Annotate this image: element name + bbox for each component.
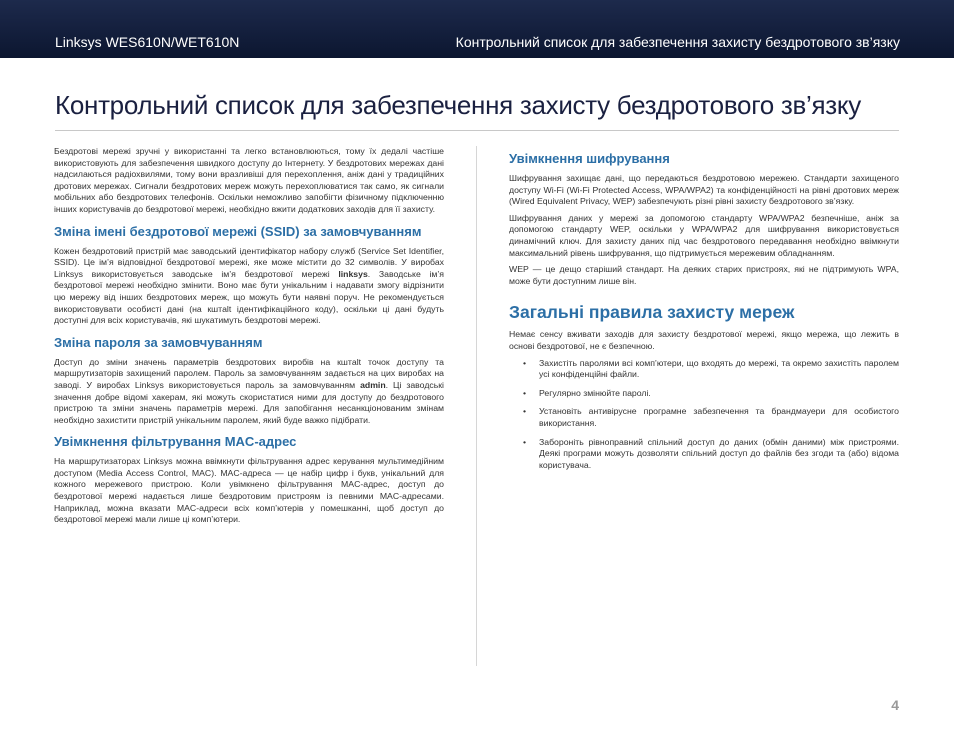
encryption-paragraph-2: Шифрування даних у мережі за допомогою стандарту WPA/WPA2 безпечніше, аніж за допомогою стандарту WEP, оскільки у WPA/WPA2 для шифрування використовується динамічний ключ. Для захисту даних під час бездротового передавання необхідно ввімкнути максимальний рівень шифрування, що підтримується мережевим обладнанням. xyxy=(509,212,899,258)
encryption-paragraph-3: WEP — це дещо старіший стандарт. На деяких старих пристроях, які не підтримують WPA, може бути доступним лише він. xyxy=(509,264,899,286)
list-item xyxy=(509,406,899,429)
general-rules-heading: Загальні правила захисту мереж xyxy=(509,302,795,323)
list-item-text: Захистіть паролями всі комп’ютери, що входять до мережі, та окремо захистіть паролем усі конфіденційні файли. xyxy=(539,357,899,380)
ssid-heading: Зміна імені бездротової мережі (SSID) за замовчуванням xyxy=(54,223,422,239)
list-item-text: Регулярно змінюйте паролі. xyxy=(539,387,651,398)
header-section-title: Контрольний список для забезпечення захисту бездротового зв’язку xyxy=(455,34,900,50)
header-product-name: Linksys WES610N/WET610N xyxy=(55,34,240,50)
bullet-icon: • xyxy=(523,387,527,398)
page-title: Контрольний список для забезпечення захисту бездротового зв’язку xyxy=(55,90,861,120)
mac-filtering-paragraph: На маршрутизаторах Linksys можна ввімкнути фільтрування адрес керування мультимедійним доступом (Media Access Control, MAC). MAC-адреса — це набір цифр і букв, унікальний для кожного мережевого пристрою. Коли увімкнено фільтрування MAC-адрес, доступ до бездротової мережі надається лише бездротовим пристроям із певними MAC-адресами. Наприклад, можна вказати MAC-адреси всіх комп’ютерів у помешканні, щоб доступ до бездротової мережі мали лише ці комп’ютери. xyxy=(54,456,444,525)
title-divider xyxy=(55,130,899,131)
ssid-default-name: linksys xyxy=(338,268,368,279)
bullet-icon: • xyxy=(523,436,527,447)
password-default-value: admin xyxy=(360,379,386,390)
mac-filtering-heading: Увімкнення фільтрування MAC-адрес xyxy=(54,434,297,450)
password-text-start: Доступ до зміни значень параметрів бездротових виробів на кштalt точок доступу та маршрутизаторів захищений паролем. Пароль за замовчуванням задається на цих виробах на заводі. У виробах Linksys використовується пароль за замовчуванням xyxy=(54,356,444,390)
list-item xyxy=(509,358,899,381)
page-header xyxy=(0,0,954,58)
bullet-icon: • xyxy=(523,406,527,417)
ssid-text-end: . Заводське ім’я бездротової мережі необхідно змінити. Воно має бути унікальним і надавати змогу відрізнити цю мережу від інших бездротових мереж, що можуть бути наявні поруч. Не рекомендується використовувати особисті дані (на кштalt ідентифікаційного коду), оскільки ці дані будуть доступні для всіх користувачів, які шукатимуть бездротові мережі. xyxy=(54,268,445,326)
general-rules-list xyxy=(509,358,899,472)
ssid-paragraph xyxy=(54,246,444,327)
general-rules-intro: Немає сенсу вживати заходів для захисту бездротової мережі, якщо мережа, що лежить в основі бездротової, не є безпечною. xyxy=(509,329,899,351)
list-item xyxy=(509,437,899,472)
right-column xyxy=(509,146,899,478)
list-item-text: Забороніть рівноправний спільний доступ до даних (обмін даними) між пристроями. Деякі програми можуть дозволяти спільний доступ до файлів без згоди та (або) відома користувача. xyxy=(539,436,899,470)
encryption-paragraph-1: Шифрування захищає дані, що передаються бездротовою мережею. Стандарти захищеного доступу Wi-Fi (Wi-Fi Protected Access, WPA/WPA2) та конфіденційності на рівні дротових мереж (Wired Equivalent Privacy, WEP) забезпечують різні рівні захисту бездротового зв’язку. xyxy=(509,173,899,207)
list-item-text: Установіть антивірусне програмне забезпечення та брандмауери для особистого використання. xyxy=(539,406,899,428)
password-heading: Зміна пароля за замовчуванням xyxy=(54,334,263,350)
column-divider xyxy=(476,146,477,666)
encryption-heading: Увімкнення шифрування xyxy=(509,151,670,166)
bullet-icon: • xyxy=(523,357,527,368)
ssid-text-start: Кожен бездротовий пристрій має заводський ідентифікатор набору служб (Service Set Identifier, SSID). Це ім’я відповідної бездротової мережі, яке може містити до 32 символів. У виробах Linksys використовується заводське ім’я бездротової мережі xyxy=(54,245,444,279)
left-column xyxy=(54,146,444,531)
intro-paragraph: Бездротові мережі зручні у використанні та легко встановлюються, тому їх дедалі частіше використовують для забезпечення швидкого доступу до Інтернету. У бездротових мережах дані надсилаються радіохвилями, тому вони вразливіші для перехоплення, аніж дані у традиційних дротових мережах. Сигнали бездротових мереж можуть перехоплюватися так само, як сигнали мобільних або бездротових телефонів. Оскільки неможливо запобігти фізичному підключенню інших користувачів до бездротової мережі, необхідно вжити додаткових заходів для її захисту. xyxy=(54,146,444,214)
page-number: 4 xyxy=(891,697,899,713)
password-paragraph xyxy=(54,357,444,427)
password-text-end: . Ці заводські значення добре відомі хакерам, які можуть скористатися ними для доступу до бездротового пристрою та зміни значень параметрів мережі. Для запобігання несанкціонованим змінам необхідно захистити пристрій унікальним паролем, який буде важко підібрати. xyxy=(54,379,444,425)
list-item xyxy=(509,388,899,400)
